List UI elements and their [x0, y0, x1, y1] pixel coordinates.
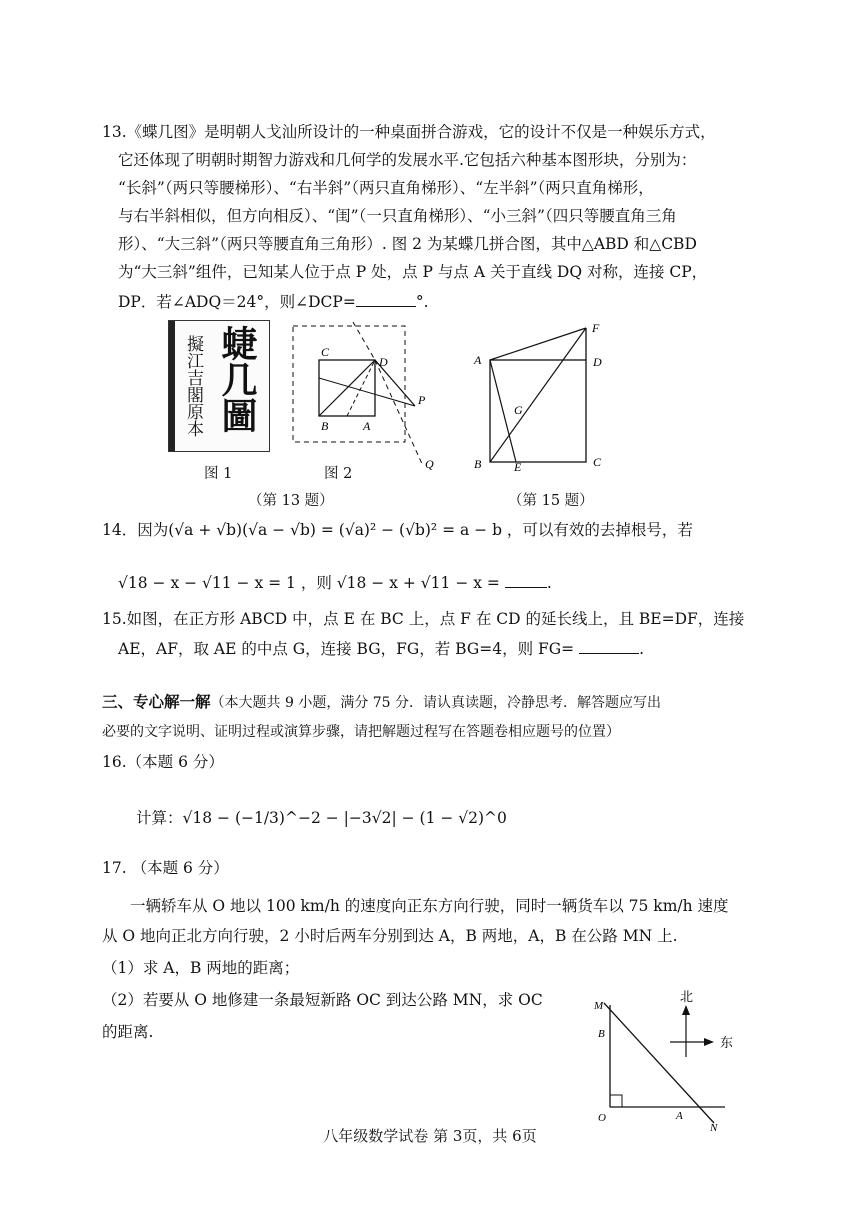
q14-line-2 — [118, 571, 552, 593]
q14-line-2-end: . — [546, 574, 552, 592]
q15-figure — [470, 318, 610, 478]
q17-header: 17. （本题 6 分） — [102, 859, 229, 877]
q14-line-1: 14．因为(√a + √b)(√a − √b) = (√a)² − (√b)² = a − b ，可以有效的去掉根号，若 — [102, 521, 693, 539]
q13-line-7 — [118, 290, 429, 312]
q15-label-G: G — [514, 403, 523, 417]
section3-desc-1: （本大题共 9 小题，满分 75 分．请认真读题，冷静思考．解答题应写出 — [210, 695, 662, 711]
q13-line-7-text: DP．若∠ADQ＝24°，则∠DCP= — [118, 293, 356, 311]
q13-line-5: 形）、“大三斜”（两只等腰直角三角形）. 图 2 为某蝶几拼合图，其中△ABD 和△CBD — [118, 235, 697, 253]
q15-line-2-text: AE，AF，取 AE 的中点 G，连接 BG，FG，若 BG=4，则 FG= — [118, 640, 575, 658]
q17-label-M: M — [594, 1000, 604, 1012]
q15-figure-caption: （第 15 题） — [508, 493, 594, 509]
q17-figure — [590, 985, 750, 1135]
east-label: 东 — [720, 1035, 734, 1050]
q13-line-1: 13.《蝶几图》是明朝人戈汕所设计的一种桌面拼合游戏，它的设计不仅是一种娱乐方式， — [102, 123, 716, 141]
q15-label-B: B — [474, 457, 482, 471]
section3-desc-2: 必要的文字说明、证明过程或演算步骤，请把解题过程写在答题卷相应题号的位置） — [102, 724, 620, 740]
q13-line-4: 与右半斜相似，但方向相反）、“闺”（一只直角梯形）、“小三斜”（四只等腰直角三角 — [118, 207, 677, 225]
q16-expression: 计算：√18 − (−1/3)^−2 − |−3√2| − (1 − √2)^0 — [136, 809, 507, 827]
fig2-label-C: C — [321, 345, 330, 359]
q17-label-B: B — [598, 1028, 605, 1040]
fig1-page-shadow — [169, 321, 175, 451]
section3-title: 三、专心解一解 — [102, 693, 211, 711]
fig2-label-D: D — [379, 355, 388, 369]
q15-line-2-end: . — [639, 640, 645, 658]
q16-header: 16.（本题 6 分） — [102, 753, 224, 771]
fig2-caption: 图 2 — [324, 466, 353, 482]
q17-label-N: N — [710, 1122, 718, 1134]
q13-caption: （第 13 题） — [248, 493, 334, 509]
section3-header — [102, 692, 661, 713]
q14-answer-blank — [505, 571, 547, 588]
q15-label-E: E — [514, 460, 522, 474]
fig2-label-Q: Q — [425, 457, 434, 471]
q17-label-A: A — [676, 1110, 683, 1122]
fig2-outer-dashed-square — [293, 326, 405, 442]
fig2-label-P: P — [418, 393, 426, 407]
page-footer: 八年级数学试卷 第 3页，共 6页 — [323, 1127, 537, 1145]
q13-figure-2 — [285, 318, 445, 478]
q13-line-7-end: °. — [415, 293, 429, 311]
north-label: 北 — [680, 989, 694, 1004]
q15-square — [490, 360, 586, 462]
q13-line-2: 它还体现了明朝时期智力游戏和几何学的发展水平.它包括六种基本图形块，分别为： — [118, 151, 697, 169]
q17-line-2: 从 O 地向正北方向行驶，2 小时后两车分别到达 A，B 两地，A，B 在公路 MN 上. — [102, 927, 678, 945]
q15-label-A: A — [474, 353, 482, 367]
q13-figure-1 — [168, 320, 270, 452]
q15-line-1: 15.如图，在正方形 ABCD 中，点 E 在 BC 上，点 F 在 CD 的延长线上，且 BE=DF，连接 — [102, 610, 745, 628]
north-arrow-head — [682, 1005, 690, 1015]
q15-label-D: D — [593, 355, 602, 369]
q15-answer-blank — [579, 637, 639, 654]
q17-line-1: 一辆轿车从 O 地以 100 km/h 的速度向正东方向行驶，同时一辆货车以 75 km/h 速度 — [130, 897, 729, 915]
fig1-small-text: 擬江吉閣原本 — [183, 335, 203, 437]
fig1-big-text: 蜨几圖 — [216, 325, 258, 433]
q17-label-O: O — [598, 1112, 606, 1124]
q17-road-MN — [604, 1003, 714, 1123]
q17-part-2b: 的距离. — [102, 1023, 154, 1041]
fig1-caption: 图 1 — [204, 466, 233, 482]
q14-line-2-text: √18 − x − √11 − x = 1 ，则 √18 − x + √11 − x = — [118, 574, 500, 592]
q13-line-6: 为“大三斜”组件，已知某人位于点 P 处，点 P 与点 A 关于直线 DQ 对称，连接 CP， — [118, 263, 708, 281]
fig2-label-B: B — [321, 419, 329, 433]
q17-right-angle — [610, 1095, 622, 1107]
q17-part-1: （1）求 A，B 两地的距离； — [102, 959, 300, 977]
east-arrow-head — [704, 1038, 714, 1046]
q13-answer-blank — [356, 290, 416, 307]
q15-line-2 — [118, 637, 644, 659]
q13-line-3: “长斜”（两只等腰梯形）、“右半斜”（两只直角梯形）、“左半斜”（两只直角梯形， — [118, 179, 654, 197]
q17-part-2a: （2）若要从 O 地修建一条最短新路 OC 到达公路 MN，求 OC — [102, 991, 543, 1009]
q15-label-C: C — [593, 455, 602, 469]
fig2-label-A: A — [363, 419, 371, 433]
q15-label-F: F — [592, 321, 600, 335]
